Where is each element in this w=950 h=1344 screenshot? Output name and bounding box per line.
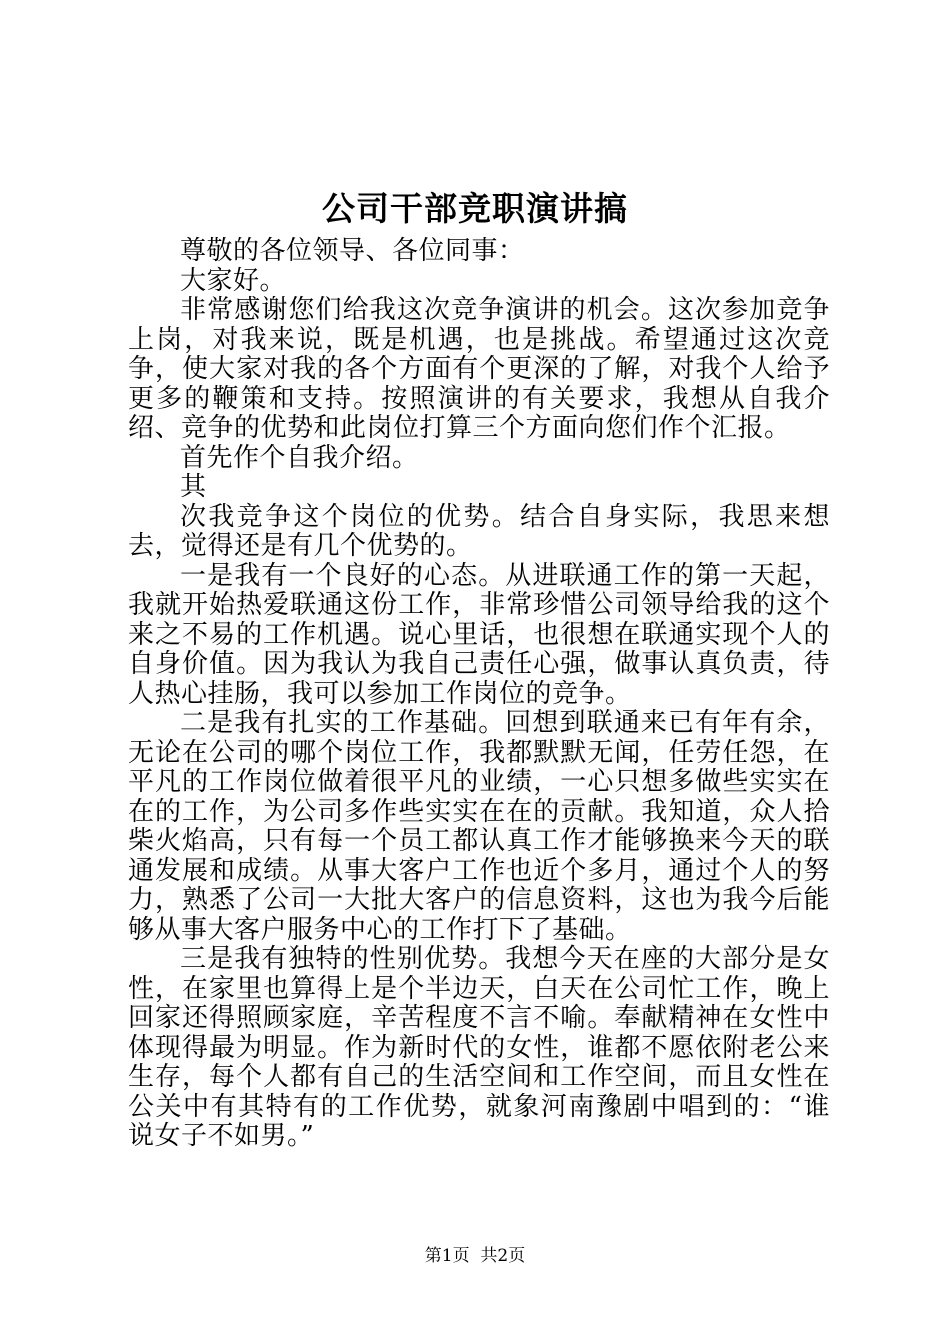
paragraph-advantage-two: 二是我有扎实的工作基础。回想到联通来已有年有余，无论在公司的哪个岗位工作，我都默默无闻，任劳任怨，在平凡的工作岗位做着很平凡的业绩，一心只想多做些实实在在的工作，为公司多作些实实在在的贡献。我知道，众人拾柴火焰高，只有每一个员工都认真工作才能够换来今天的联通发展和成绩。从事大客户工作也近个多月，通过个人的努力，熟悉了公司一大批大客户的信息资料，这也为我今后能够从事大客户服务中心的工作打下了基础。 (128, 708, 830, 945)
footer-spacer (470, 1246, 481, 1266)
document-title: 公司干部竞职演讲搞 (322, 189, 628, 228)
document-body (128, 237, 830, 1152)
page-footer (0, 1244, 950, 1268)
total-pages: 共2页 (480, 1246, 526, 1266)
paragraph-salutation: 尊敬的各位领导、各位同事： (180, 236, 525, 266)
paragraph-advantages-intro: 次我竞争这个岗位的优势。结合自身实际，我思来想去，觉得还是有几个优势的。 (128, 501, 830, 561)
paragraph-advantage-one: 一是我有一个良好的心态。从进联通工作的第一天起，我就开始热爱联通这份工作，非常珍惜公司领导给我的这个来之不易的工作机遇。说心里话，也很想在联通实现个人的自身价值。因为我认为我自己责任心强，做事认真负责，待人热心挂肠，我可以参加工作岗位的竞争。 (128, 560, 830, 709)
paragraph-greeting: 大家好。 (180, 265, 287, 296)
paragraph-self-intro: 首先作个自我介绍。 (180, 442, 419, 473)
paragraph-advantage-three: 三是我有独特的性别优势。我想今天在座的大部分是女性，在家里也算得上是个半边天，白天在公司忙工作，晚上回家还得照顾家庭，辛苦程度不言不喻。奉献精神在女性中体现得最为明显。作为新时代的女性，谁都不愿依附老公来生存，每个人都有自己的生活空间和工作空间，而且女性在公关中有其特有的工作优势，就象河南豫剧中唱到的：“谁说女子不如男。” (128, 944, 830, 1151)
page-number: 第1页 (424, 1246, 470, 1266)
paragraph-thanks: 非常感谢您们给我这次竞争演讲的机会。这次参加竞争上岗，对我来说，既是机遇，也是挑战。希望通过这次竞争，使大家对我的各个方面有个更深的了解，对我个人给予更多的鞭策和支持。按照演讲的有关要求，我想从自我介绍、竞争的优势和此岗位打算三个方面向您们作个汇报。 (128, 295, 830, 443)
paragraph-next-fragment: 其 (180, 472, 207, 502)
